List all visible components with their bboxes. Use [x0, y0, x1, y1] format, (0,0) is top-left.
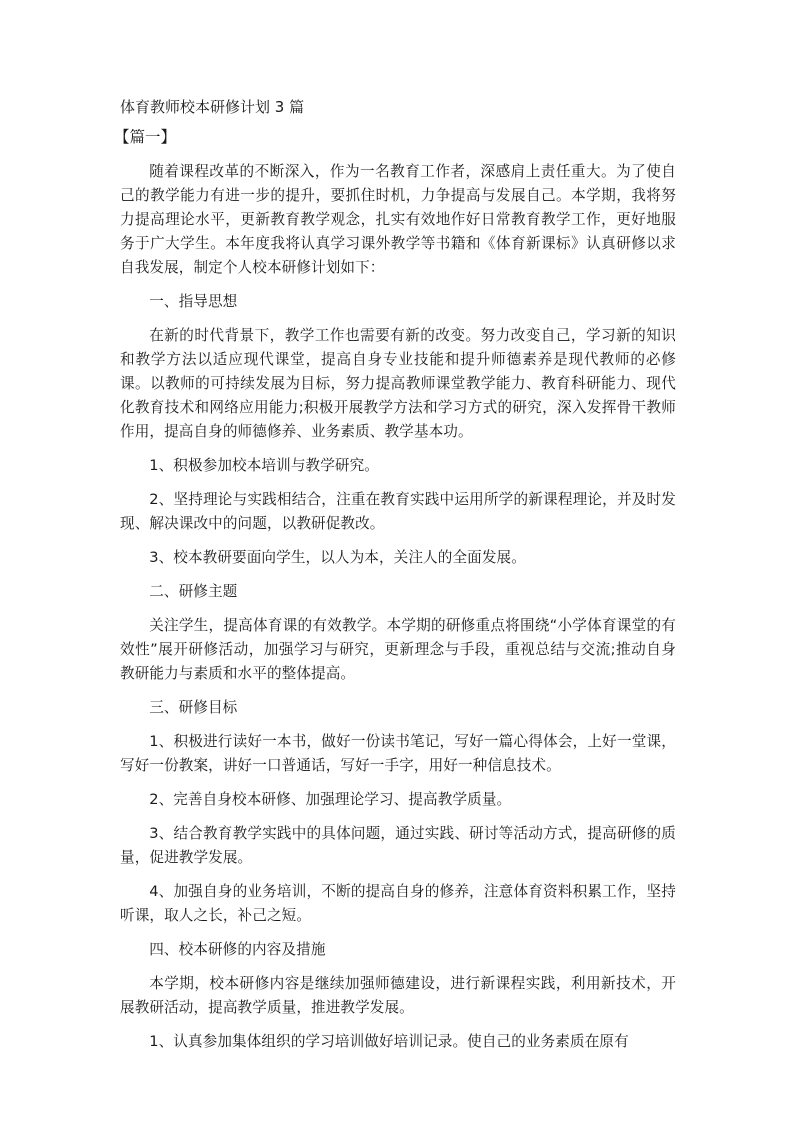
- list-item: 1、积极参加校本培训与教学研究。: [149, 457, 379, 474]
- paragraph-content-measures: 本学期，校本研修内容是继续加强师德建设，进行新课程实践，利用新技术，开展教研活动，提高教学质量，推进教学发展。: [120, 975, 676, 1016]
- list-item: 2、坚持理论与实践相结合，注重在教育实践中运用所学的新课程理论，并及时发现、解决课改中的问题，以教研促教改。: [120, 491, 676, 532]
- document-body: [120, 160, 676, 1064]
- heading-research-theme: 二、研修主题: [149, 583, 238, 600]
- document-title: 体育教师校本研修计划 3 篇: [120, 98, 305, 116]
- list-item: 1、认真参加集体组织的学习培训做好培训记录。使自己的业务素质在原有: [149, 1033, 629, 1050]
- paragraph-intro: 随着课程改革的不断深入，作为一名教育工作者，深感肩上责任重大。为了使自己的教学能力有进一步的提升，要抓住时机，力争提高与发展自己。本学期，我将努力提高理论水平，更新教育教学观念，扎实有效地作好日常教育教学工作，更好地服务于广大学生。本年度我将认真学习课外教学等书籍和《体育新课标》认真研修以求自我发展，制定个人校本研修计划如下：: [120, 163, 676, 276]
- paragraph-research-theme: 关注学生，提高体育课的有效教学。本学期的研修重点将围绕“小学体育课堂的有效性”展开研修活动，加强学习与研究，更新理念与手段，重视总结与交流;推动自身教研能力与素质和水平的整体提高。: [120, 617, 676, 682]
- list-item: 4、加强自身的业务培训，不断的提高自身的修养，注意体育资料积累工作，坚持听课，取人之长，补己之短。: [120, 883, 676, 924]
- list-item: 3、校本教研要面向学生，以人为本，关注人的全面发展。: [149, 549, 526, 566]
- section-label: 【篇一】: [114, 128, 177, 146]
- list-item: 3、结合教育教学实践中的具体问题，通过实践、研讨等活动方式，提高研修的质量，促进教学发展。: [120, 825, 676, 866]
- list-item: 2、完善自身校本研修、加强理论学习、提高教学质量。: [149, 791, 512, 808]
- heading-guiding-ideology: 一、指导思想: [149, 293, 238, 310]
- list-item: 1、积极进行读好一本书，做好一份读书笔记，写好一篇心得体会，上好一堂课，写好一份教案，讲好一口普通话，写好一手字，用好一种信息技术。: [120, 733, 676, 774]
- paragraph-guiding-ideology: 在新的时代背景下，教学工作也需要有新的改变。努力改变自己，学习新的知识和教学方法以适应现代课堂，提高自身专业技能和提升师德素养是现代教师的必修课。以教师的可持续发展为目标，努力提高教师课堂教学能力、教育科研能力、现代化教育技术和网络应用能力;积极开展教学方法和学习方式的研究，深入发挥骨干教师作用，提高自身的师德修养、业务素质、教学基本功。: [120, 327, 676, 440]
- heading-content-measures: 四、校本研修的内容及措施: [149, 941, 326, 958]
- heading-research-goals: 三、研修目标: [149, 699, 238, 716]
